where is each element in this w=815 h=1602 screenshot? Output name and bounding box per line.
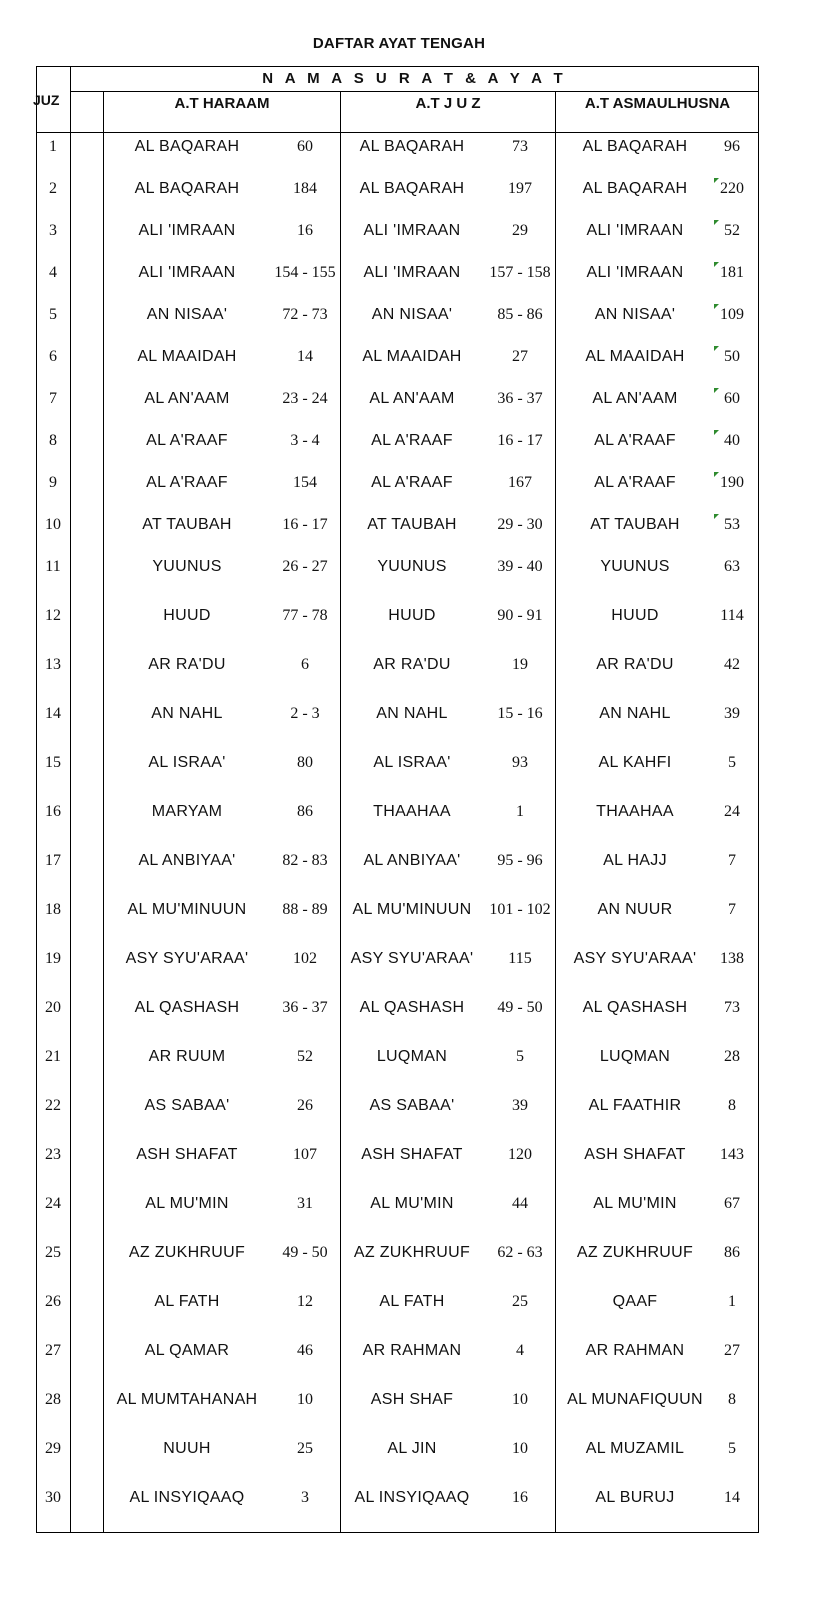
surah-haraam: AR RUUM xyxy=(148,1048,226,1065)
surah-asmaulhusna: AZ ZUKHRUUF xyxy=(576,1244,694,1261)
table-row xyxy=(36,384,759,414)
surah-haraam: AL MU'MIN xyxy=(145,1195,229,1212)
surah-haraam: AL BAQARAH xyxy=(134,180,240,197)
surah-haraam: YUUNUS xyxy=(152,558,222,575)
table-row xyxy=(36,468,759,498)
ayat-juz: 10 xyxy=(512,1440,528,1457)
ayat-asmaulhusna: 1 xyxy=(728,1293,736,1310)
ayat-asmaulhusna: 39 xyxy=(724,705,740,722)
surah-haraam: AL ANBIYAA' xyxy=(138,852,236,869)
header-divider-top xyxy=(70,91,759,92)
surah-juz: AN NAHL xyxy=(376,705,448,722)
ayat-haraam: 154 xyxy=(293,474,317,491)
surah-juz: AZ ZUKHRUUF xyxy=(353,1244,471,1261)
ayat-asmaulhusna: 86 xyxy=(724,1244,740,1261)
juz-number: 27 xyxy=(45,1342,61,1359)
table-row xyxy=(36,846,759,876)
table-row xyxy=(36,699,759,729)
ayat-asmaulhusna: 5 xyxy=(728,1440,736,1457)
surah-asmaulhusna: ASY SYU'ARAA' xyxy=(573,950,697,967)
surah-juz: AL A'RAAF xyxy=(371,432,453,449)
ayat-asmaulhusna: 181 xyxy=(720,264,744,281)
ayat-juz: 16 - 17 xyxy=(497,432,543,449)
ayat-asmaulhusna: 63 xyxy=(724,558,740,575)
ayat-juz: 10 xyxy=(512,1391,528,1408)
table-row xyxy=(36,300,759,330)
juz-number: 25 xyxy=(45,1244,61,1261)
surah-haraam: AR RA'DU xyxy=(148,656,226,673)
juz-number: 13 xyxy=(45,656,61,673)
surah-asmaulhusna: AL MUNAFIQUUN xyxy=(567,1391,703,1408)
table-row xyxy=(36,1287,759,1317)
ayat-haraam: 80 xyxy=(297,754,313,771)
juz-number: 22 xyxy=(45,1097,61,1114)
surah-asmaulhusna: HUUD xyxy=(611,607,659,624)
surah-haraam: AL INSYIQAAQ xyxy=(129,1489,245,1506)
surah-haraam: AL MU'MINUUN xyxy=(127,901,247,918)
ayat-asmaulhusna: 7 xyxy=(728,901,736,918)
juz-number: 23 xyxy=(45,1146,61,1163)
ayat-asmaulhusna: 42 xyxy=(724,656,740,673)
juz-number: 1 xyxy=(49,138,57,155)
cell-comment-indicator-icon xyxy=(714,472,719,477)
ayat-juz: 15 - 16 xyxy=(497,705,543,722)
juz-number: 28 xyxy=(45,1391,61,1408)
surah-haraam: AN NISAA' xyxy=(146,306,228,323)
ayat-juz: 27 xyxy=(512,348,528,365)
ayat-haraam: 16 - 17 xyxy=(282,516,328,533)
surah-asmaulhusna: AL MUZAMIL xyxy=(585,1440,685,1457)
table-row xyxy=(36,944,759,974)
juz-number: 24 xyxy=(45,1195,61,1212)
ayat-asmaulhusna: 67 xyxy=(724,1195,740,1212)
juz-number: 2 xyxy=(49,180,57,197)
surah-asmaulhusna: AT TAUBAH xyxy=(590,516,680,533)
surah-haraam: AN NAHL xyxy=(151,705,223,722)
surah-juz: AL BAQARAH xyxy=(359,180,465,197)
page-title: DAFTAR AYAT TENGAH xyxy=(312,35,486,52)
surah-asmaulhusna: THAAHAA xyxy=(596,803,674,820)
table-row xyxy=(36,748,759,778)
ayat-haraam: 88 - 89 xyxy=(282,901,328,918)
table-row xyxy=(36,1140,759,1170)
ayat-juz: 39 - 40 xyxy=(497,558,543,575)
surah-juz: ASY SYU'ARAA' xyxy=(350,950,474,967)
ayat-juz: 5 xyxy=(516,1048,524,1065)
surah-haraam: AL QASHASH xyxy=(134,999,240,1016)
ayat-asmaulhusna: 8 xyxy=(728,1097,736,1114)
table-row xyxy=(36,895,759,925)
juz-number: 18 xyxy=(45,901,61,918)
surah-haraam: ASH SHAFAT xyxy=(136,1146,238,1163)
surah-asmaulhusna: ALI 'IMRAAN xyxy=(586,264,684,281)
ayat-asmaulhusna: 28 xyxy=(724,1048,740,1065)
ayat-haraam: 31 xyxy=(297,1195,313,1212)
surah-haraam: ASY SYU'ARAA' xyxy=(125,950,249,967)
surah-juz: AL INSYIQAAQ xyxy=(354,1489,470,1506)
ayat-juz: 29 - 30 xyxy=(497,516,543,533)
surah-juz: AL ISRAA' xyxy=(373,754,451,771)
table-row xyxy=(36,1385,759,1415)
surah-haraam: HUUD xyxy=(163,607,211,624)
surah-asmaulhusna: AL AN'AAM xyxy=(592,390,678,407)
table-row xyxy=(36,1091,759,1121)
ayat-juz: 44 xyxy=(512,1195,528,1212)
cell-comment-indicator-icon xyxy=(714,514,719,519)
ayat-haraam: 10 xyxy=(297,1391,313,1408)
surah-juz: AL JIN xyxy=(387,1440,437,1457)
ayat-asmaulhusna: 60 xyxy=(724,390,740,407)
surah-juz: THAAHAA xyxy=(373,803,451,820)
ayat-juz: 25 xyxy=(512,1293,528,1310)
juz-number: 9 xyxy=(49,474,57,491)
juz-number: 29 xyxy=(45,1440,61,1457)
table-row xyxy=(36,993,759,1023)
surah-haraam: ALI 'IMRAAN xyxy=(138,222,236,239)
ayat-juz: 49 - 50 xyxy=(497,999,543,1016)
ayat-haraam: 6 xyxy=(301,656,309,673)
ayat-asmaulhusna: 53 xyxy=(724,516,740,533)
surah-haraam: AL A'RAAF xyxy=(146,474,228,491)
ayat-asmaulhusna: 52 xyxy=(724,222,740,239)
ayat-asmaulhusna: 5 xyxy=(728,754,736,771)
ayat-asmaulhusna: 143 xyxy=(720,1146,744,1163)
ayat-haraam: 36 - 37 xyxy=(282,999,328,1016)
ayat-juz: 157 - 158 xyxy=(489,264,551,281)
juz-number: 3 xyxy=(49,222,57,239)
surah-haraam: AL AN'AAM xyxy=(144,390,230,407)
juz-number: 10 xyxy=(45,516,61,533)
ayat-juz: 36 - 37 xyxy=(497,390,543,407)
ayat-haraam: 12 xyxy=(297,1293,313,1310)
ayat-juz: 101 - 102 xyxy=(489,901,551,918)
header-at-haraam: A.T HARAAM xyxy=(174,95,270,112)
ayat-juz: 73 xyxy=(512,138,528,155)
table-row xyxy=(36,216,759,246)
ayat-asmaulhusna: 220 xyxy=(720,180,744,197)
cell-comment-indicator-icon xyxy=(714,262,719,267)
surah-haraam: AL MAAIDAH xyxy=(137,348,237,365)
cell-comment-indicator-icon xyxy=(714,178,719,183)
surah-asmaulhusna: ALI 'IMRAAN xyxy=(586,222,684,239)
surah-asmaulhusna: AN NISAA' xyxy=(594,306,676,323)
surah-haraam: AZ ZUKHRUUF xyxy=(128,1244,246,1261)
surah-juz: ASH SHAFAT xyxy=(361,1146,463,1163)
table-row xyxy=(36,132,759,162)
table-row xyxy=(36,797,759,827)
juz-number: 6 xyxy=(49,348,57,365)
ayat-haraam: 82 - 83 xyxy=(282,852,328,869)
table-row xyxy=(36,426,759,456)
surah-juz: LUQMAN xyxy=(376,1048,448,1065)
surah-juz: AS SABAA' xyxy=(369,1097,455,1114)
header-at-asmaulhusna: A.T ASMAULHUSNA xyxy=(584,95,731,112)
surah-asmaulhusna: AR RAHMAN xyxy=(585,1342,685,1359)
surah-asmaulhusna: AL A'RAAF xyxy=(594,474,676,491)
table-row xyxy=(36,342,759,372)
surah-asmaulhusna: AL MAAIDAH xyxy=(585,348,685,365)
surah-juz: YUUNUS xyxy=(377,558,447,575)
ayat-asmaulhusna: 109 xyxy=(720,306,744,323)
surah-juz: AL FATH xyxy=(379,1293,445,1310)
ayat-asmaulhusna: 27 xyxy=(724,1342,740,1359)
surah-asmaulhusna: AN NUUR xyxy=(597,901,673,918)
juz-number: 21 xyxy=(45,1048,61,1065)
table-row xyxy=(36,174,759,204)
surah-haraam: AL A'RAAF xyxy=(146,432,228,449)
surah-haraam: AL BAQARAH xyxy=(134,138,240,155)
ayat-juz: 39 xyxy=(512,1097,528,1114)
table-row xyxy=(36,1336,759,1366)
ayat-juz: 85 - 86 xyxy=(497,306,543,323)
surah-asmaulhusna: AN NAHL xyxy=(599,705,671,722)
surah-asmaulhusna: AL A'RAAF xyxy=(594,432,676,449)
juz-number: 16 xyxy=(45,803,61,820)
surah-juz: AL MU'MINUUN xyxy=(352,901,472,918)
ayat-juz: 62 - 63 xyxy=(497,1244,543,1261)
ayat-haraam: 23 - 24 xyxy=(282,390,328,407)
juz-number: 30 xyxy=(45,1489,61,1506)
ayat-haraam: 26 xyxy=(297,1097,313,1114)
ayat-juz: 16 xyxy=(512,1489,528,1506)
cell-comment-indicator-icon xyxy=(714,388,719,393)
ayat-juz: 90 - 91 xyxy=(497,607,543,624)
surah-juz: AL ANBIYAA' xyxy=(363,852,461,869)
ayat-juz: 29 xyxy=(512,222,528,239)
surah-juz: HUUD xyxy=(388,607,436,624)
surah-juz: AR RAHMAN xyxy=(362,1342,462,1359)
ayat-juz: 167 xyxy=(508,474,532,491)
surah-haraam: MARYAM xyxy=(151,803,223,820)
surah-asmaulhusna: AL KAHFI xyxy=(598,754,672,771)
juz-number: 26 xyxy=(45,1293,61,1310)
ayat-asmaulhusna: 96 xyxy=(724,138,740,155)
surah-juz: ALI 'IMRAAN xyxy=(363,264,461,281)
ayat-haraam: 72 - 73 xyxy=(282,306,328,323)
table-row xyxy=(36,601,759,631)
ayat-haraam: 2 - 3 xyxy=(290,705,320,722)
header-nama-surat-ayat: N A M A S U R A T & A Y A T xyxy=(262,70,567,87)
cell-comment-indicator-icon xyxy=(714,430,719,435)
ayat-juz: 4 xyxy=(516,1342,524,1359)
table-row xyxy=(36,1042,759,1072)
ayat-asmaulhusna: 138 xyxy=(720,950,744,967)
surah-haraam: NUUH xyxy=(163,1440,211,1457)
juz-number: 20 xyxy=(45,999,61,1016)
ayat-haraam: 184 xyxy=(293,180,317,197)
ayat-haraam: 86 xyxy=(297,803,313,820)
ayat-haraam: 46 xyxy=(297,1342,313,1359)
ayat-haraam: 60 xyxy=(297,138,313,155)
surah-asmaulhusna: AL HAJJ xyxy=(603,852,667,869)
surah-asmaulhusna: AL BURUJ xyxy=(595,1489,675,1506)
surah-haraam: AT TAUBAH xyxy=(142,516,232,533)
surah-asmaulhusna: LUQMAN xyxy=(599,1048,671,1065)
ayat-haraam: 102 xyxy=(293,950,317,967)
header-juz: JUZ xyxy=(33,92,60,108)
ayat-asmaulhusna: 190 xyxy=(720,474,744,491)
ayat-haraam: 154 - 155 xyxy=(274,264,336,281)
juz-number: 11 xyxy=(45,558,61,575)
surah-asmaulhusna: AL BAQARAH xyxy=(582,138,688,155)
ayat-asmaulhusna: 73 xyxy=(724,999,740,1016)
ayat-haraam: 77 - 78 xyxy=(282,607,328,624)
ayat-haraam: 52 xyxy=(297,1048,313,1065)
juz-number: 14 xyxy=(45,705,61,722)
surah-asmaulhusna: ASH SHAFAT xyxy=(584,1146,686,1163)
surah-haraam: AL MUMTAHANAH xyxy=(116,1391,258,1408)
ayat-asmaulhusna: 8 xyxy=(728,1391,736,1408)
ayat-haraam: 14 xyxy=(297,348,313,365)
table-row xyxy=(36,510,759,540)
surah-haraam: AL ISRAA' xyxy=(148,754,226,771)
cell-comment-indicator-icon xyxy=(714,304,719,309)
surah-asmaulhusna: AL FAATHIR xyxy=(588,1097,682,1114)
cell-comment-indicator-icon xyxy=(714,346,719,351)
ayat-haraam: 107 xyxy=(293,1146,317,1163)
juz-number: 17 xyxy=(45,852,61,869)
table-row xyxy=(36,552,759,582)
surah-asmaulhusna: QAAF xyxy=(612,1293,658,1310)
surah-asmaulhusna: YUUNUS xyxy=(600,558,670,575)
ayat-asmaulhusna: 40 xyxy=(724,432,740,449)
surah-asmaulhusna: AL BAQARAH xyxy=(582,180,688,197)
ayat-juz: 95 - 96 xyxy=(497,852,543,869)
ayat-haraam: 26 - 27 xyxy=(282,558,328,575)
surah-juz: AL AN'AAM xyxy=(369,390,455,407)
surah-juz: AL A'RAAF xyxy=(371,474,453,491)
ayat-juz: 19 xyxy=(512,656,528,673)
surah-haraam: AL QAMAR xyxy=(144,1342,230,1359)
surah-juz: AN NISAA' xyxy=(371,306,453,323)
juz-number: 12 xyxy=(45,607,61,624)
surah-juz: ALI 'IMRAAN xyxy=(363,222,461,239)
table-row xyxy=(36,1483,759,1513)
surah-haraam: ALI 'IMRAAN xyxy=(138,264,236,281)
surah-juz: AT TAUBAH xyxy=(367,516,457,533)
ayat-asmaulhusna: 7 xyxy=(728,852,736,869)
juz-number: 5 xyxy=(49,306,57,323)
ayat-haraam: 3 - 4 xyxy=(290,432,320,449)
surah-haraam: AS SABAA' xyxy=(144,1097,230,1114)
surah-juz: ASH SHAF xyxy=(370,1391,454,1408)
juz-number: 19 xyxy=(45,950,61,967)
surah-juz: AR RA'DU xyxy=(373,656,451,673)
surah-asmaulhusna: AL QASHASH xyxy=(582,999,688,1016)
ayat-juz: 120 xyxy=(508,1146,532,1163)
ayat-asmaulhusna: 50 xyxy=(724,348,740,365)
table-row xyxy=(36,1434,759,1464)
juz-number: 15 xyxy=(45,754,61,771)
ayat-juz: 93 xyxy=(512,754,528,771)
table-row xyxy=(36,258,759,288)
header-at-juz: A.T J U Z xyxy=(415,95,481,112)
ayat-asmaulhusna: 14 xyxy=(724,1489,740,1506)
surah-asmaulhusna: AR RA'DU xyxy=(596,656,674,673)
table-row xyxy=(36,1238,759,1268)
ayat-haraam: 3 xyxy=(301,1489,309,1506)
surah-juz: AL MU'MIN xyxy=(370,1195,454,1212)
surah-haraam: AL FATH xyxy=(154,1293,220,1310)
cell-comment-indicator-icon xyxy=(714,220,719,225)
surah-asmaulhusna: AL MU'MIN xyxy=(593,1195,677,1212)
surah-juz: AL BAQARAH xyxy=(359,138,465,155)
juz-number: 8 xyxy=(49,432,57,449)
ayat-juz: 1 xyxy=(516,803,524,820)
table-row xyxy=(36,650,759,680)
surah-juz: AL QASHASH xyxy=(359,999,465,1016)
ayat-juz: 115 xyxy=(508,950,532,967)
ayat-juz: 197 xyxy=(508,180,532,197)
table-row xyxy=(36,1189,759,1219)
juz-number: 7 xyxy=(49,390,57,407)
surah-juz: AL MAAIDAH xyxy=(362,348,462,365)
juz-number: 4 xyxy=(49,264,57,281)
ayat-asmaulhusna: 114 xyxy=(720,607,744,624)
ayat-haraam: 25 xyxy=(297,1440,313,1457)
ayat-haraam: 49 - 50 xyxy=(282,1244,328,1261)
ayat-haraam: 16 xyxy=(297,222,313,239)
ayat-asmaulhusna: 24 xyxy=(724,803,740,820)
